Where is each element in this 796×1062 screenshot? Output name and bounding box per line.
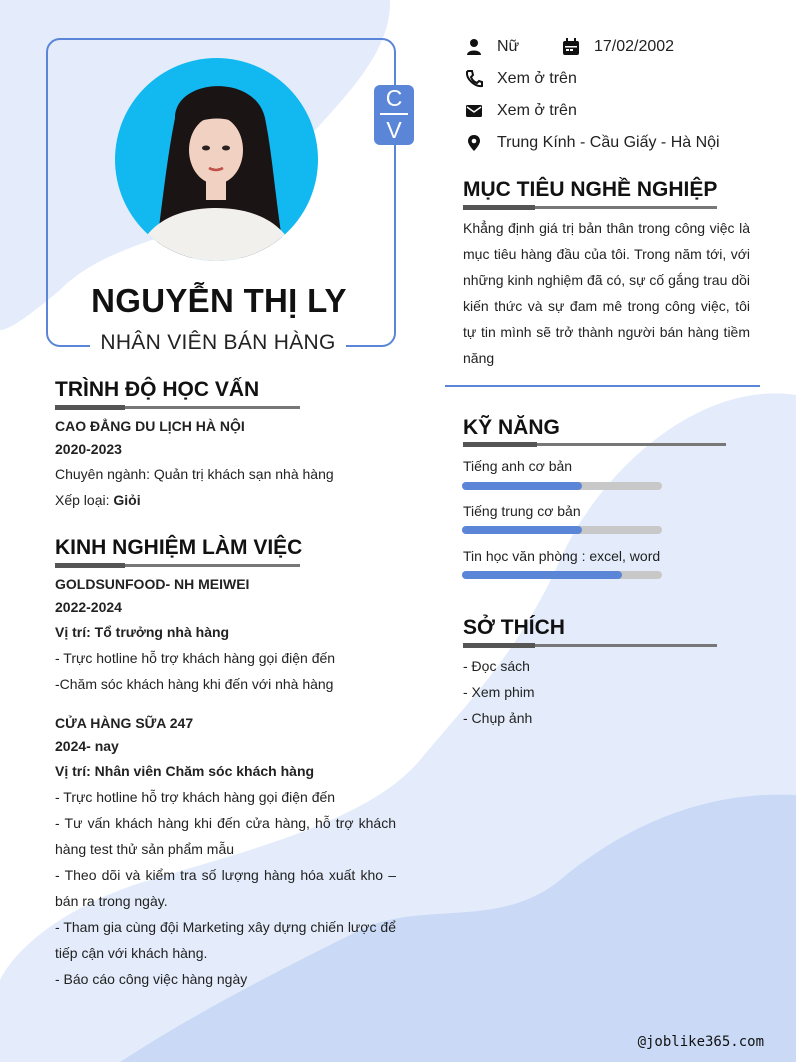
job-duty: - Trực hotline hỗ trợ khách hàng gọi điện đến — [55, 650, 336, 666]
hobbies-rule — [463, 644, 717, 647]
education-school: CAO ĐẲNG DU LỊCH HÀ NỘI — [55, 418, 245, 434]
education-rank-label: Xếp loại: — [55, 492, 114, 508]
job-duty: - Tham gia cùng đội Marketing xây dựng chiến lược để tiếp cận với khách hàng. — [55, 919, 396, 961]
birthday-row — [562, 38, 674, 56]
hobby-item: - Xem phim — [463, 684, 535, 700]
education-years: 2020-2023 — [55, 441, 122, 457]
footer-watermark: @joblike365.com — [637, 1034, 764, 1050]
education-rule — [55, 406, 300, 409]
hobby-item: - Đọc sách — [463, 658, 530, 674]
avatar — [115, 58, 318, 261]
job-title: NHÂN VIÊN BÁN HÀNG — [100, 331, 336, 354]
skill-bar — [462, 526, 662, 534]
experience-title: KINH NGHIỆM LÀM VIỆC — [55, 536, 303, 559]
cv-badge — [374, 85, 414, 145]
phone-row — [465, 70, 577, 88]
job-position: Vị trí: Tổ trưởng nhà hàng — [55, 624, 230, 640]
phone-value: Xem ở trên — [497, 70, 577, 87]
education-rank-value: Giỏi — [113, 492, 141, 508]
job-company: GOLDSUNFOOD- NH MEIWEI — [55, 576, 250, 592]
map-pin-icon — [465, 134, 483, 152]
person-icon — [465, 38, 483, 56]
portrait-image — [115, 58, 318, 261]
candidate-name: NGUYỄN THỊ LY — [91, 282, 347, 319]
job-position: Vị trí: Nhân viên Chăm sóc khách hàng — [55, 763, 315, 779]
skill-bar — [462, 571, 662, 579]
education-major: Chuyên ngành: Quản trị khách sạn nhà hàng — [55, 466, 334, 482]
skill-label: Tiếng trung cơ bản — [463, 503, 581, 519]
gender-value: Nữ — [497, 38, 520, 55]
experience-rule — [55, 564, 300, 567]
job-years: 2024- nay — [55, 738, 119, 754]
job-duty: - Trực hotline hỗ trợ khách hàng gọi điện đến — [55, 789, 336, 805]
objective-text: Khẳng định giá trị bản thân trong công việc là mục tiêu hàng đầu của tôi. Trong năm tới, với những kinh nghiệm đã có, sự cố gắng trau dồi kiến thức và sự đam mê trong công việc, tôi tự tin mình sẽ trở thành người bán hàng tiềm năng — [463, 220, 750, 366]
email-value: Xem ở trên — [497, 102, 577, 119]
education-rank — [55, 487, 396, 513]
education-title: TRÌNH ĐỘ HỌC VẤN — [55, 378, 260, 401]
address-value: Trung Kính - Cầu Giấy - Hà Nội — [497, 134, 720, 151]
skill-label: Tin học văn phòng : excel, word — [463, 548, 661, 564]
skill-bar-fill — [462, 571, 622, 579]
skill-bar-fill — [462, 482, 582, 490]
job-duty: - Tư vấn khách hàng khi đến cửa hàng, hỗ trợ khách hàng test thử sản phẩm mẫu — [55, 815, 396, 857]
job-duty: - Báo cáo công việc hàng ngày — [55, 971, 248, 987]
hobbies-title: SỞ THÍCH — [463, 616, 565, 639]
skills-rule — [463, 443, 726, 446]
skill-bar-fill — [462, 526, 582, 534]
job-company: CỬA HÀNG SỮA 247 — [55, 715, 194, 731]
email-row — [465, 102, 577, 120]
job-years: 2022-2024 — [55, 599, 122, 615]
phone-icon — [465, 70, 483, 88]
job-duty: - Theo dõi và kiểm tra số lượng hàng hóa xuất kho – bán ra trong ngày. — [55, 867, 396, 909]
skill-label: Tiếng anh cơ bản — [463, 458, 573, 474]
objective-rule — [463, 206, 717, 209]
skills-title: KỸ NĂNG — [463, 416, 560, 439]
objective-title: MỤC TIÊU NGHỀ NGHIỆP — [463, 178, 718, 201]
cv-badge-top: C — [385, 85, 403, 111]
job-title-box — [90, 328, 346, 358]
birthday-value: 17/02/2002 — [594, 38, 675, 55]
address-row — [465, 134, 720, 152]
envelope-icon — [465, 102, 483, 120]
section-divider — [445, 385, 760, 387]
hobby-item: - Chụp ảnh — [463, 710, 533, 726]
job-duty: -Chăm sóc khách hàng khi đến với nhà hàng — [55, 676, 334, 692]
gender-row — [465, 38, 519, 56]
skill-bar — [462, 482, 662, 490]
cv-badge-bottom: V — [386, 117, 402, 143]
calendar-icon — [562, 38, 580, 56]
